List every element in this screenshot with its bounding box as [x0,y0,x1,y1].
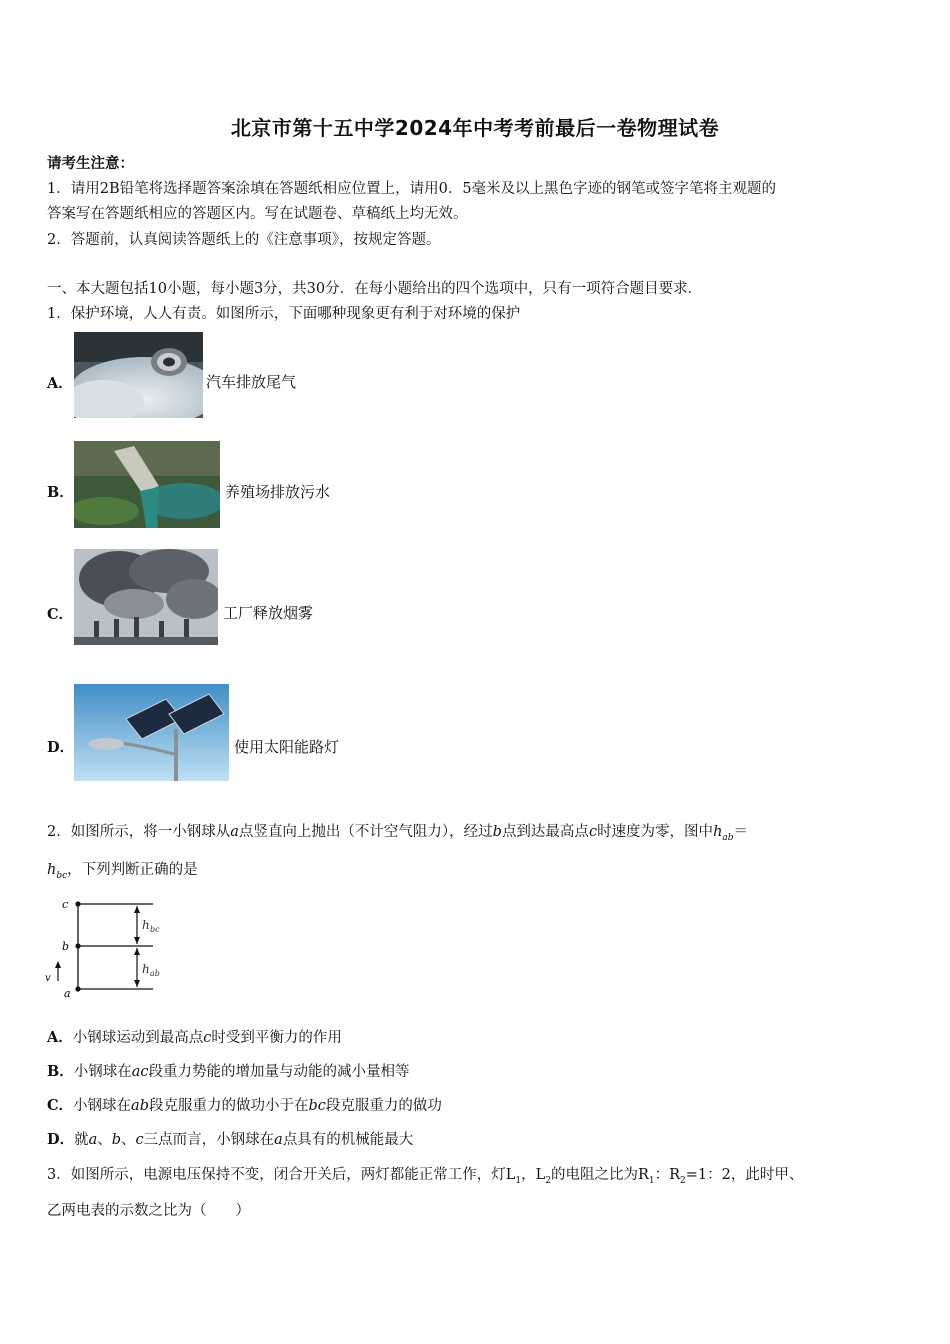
question-2-stem-line2: $h_{bc}$，下列判断正确的是 [47,862,198,881]
q1-option-d-letter: D． [47,739,75,756]
diagram-label-c: c [62,898,69,911]
car-exhaust-image [74,332,203,418]
notice-line-1: 1．请用2B铅笔将选择题答案涂填在答题纸相应位置上，请用0．5毫米及以上黑色字迹的钢笔或签字笔将主观题的 [47,181,777,197]
diagram-label-hbc: h [142,918,150,932]
question-3-stem-line2: 乙两电表的示数之比为（ ） [47,1203,250,1219]
diagram-label-a: a [64,987,71,1000]
solar-streetlight-image [74,684,229,781]
q2-option-b: B．小钢球在ac段重力势能的增加量与动能的减小量相等 [47,1063,410,1080]
q1-option-d-text: 使用太阳能路灯 [234,738,340,756]
ball-height-diagram [40,893,180,1003]
diagram-label-hab-sub: ab [150,969,160,978]
section-heading: 一、本大题包括10小题，每小题3分，共30分．在每小题给出的四个选项中，只有一项符合题目要求． [47,281,703,297]
sewage-pipe-image [74,441,220,528]
question-1-stem: 1．保护环境，人人有责。如图所示，下面哪种现象更有利于对环境的保护 [47,306,521,322]
notice-heading: 请考生注意： [47,155,134,172]
diagram-label-hab: h [142,962,150,976]
q1-option-c-text: 工厂释放烟雾 [223,604,314,622]
notice-line-2: 2．答题前，认真阅读答题纸上的《注意事项》，按规定答题。 [47,232,441,248]
q1-option-b-letter: B． [47,484,74,501]
q2-option-c: C．小钢球在ab段克服重力的做功小于在bc段克服重力的做功 [47,1097,442,1114]
diagram-label-v: v [45,973,51,984]
q1-option-c-letter: C． [47,606,74,623]
q2-option-a: A．小钢球运动到最高点c时受到平衡力的作用 [47,1029,342,1046]
q1-option-b-text: 养殖场排放污水 [225,483,331,501]
diagram-label-b: b [62,940,70,953]
diagram-label-hbc-sub: bc [150,925,160,934]
question-3-stem: 3．如图所示，电源电压保持不变，闭合开关后，两灯都能正常工作，灯$L_1$，$L_2$的电阻之比为$R_1$：$R_2=1$：2，此时甲、 [47,1167,804,1186]
q1-option-a-letter: A． [47,375,73,392]
q2-option-d: D．就a、b、c三点而言，小钢球在a点具有的机械能最大 [47,1131,414,1148]
factory-smoke-image [74,549,218,645]
notice-line-1b: 答案写在答题纸相应的答题区内。写在试题卷、草稿纸上均无效。 [47,206,468,222]
question-2-stem: 2．如图所示，将一小钢球从a点竖直向上抛出（不计空气阻力），经过b点到达最高点c时速度为零，图中$h_{ab}=$ [47,824,749,843]
page-title: 北京市第十五中学2024年中考考前最后一卷物理试卷 [230,116,720,140]
q1-option-a-text: 汽车排放尾气 [206,373,297,391]
